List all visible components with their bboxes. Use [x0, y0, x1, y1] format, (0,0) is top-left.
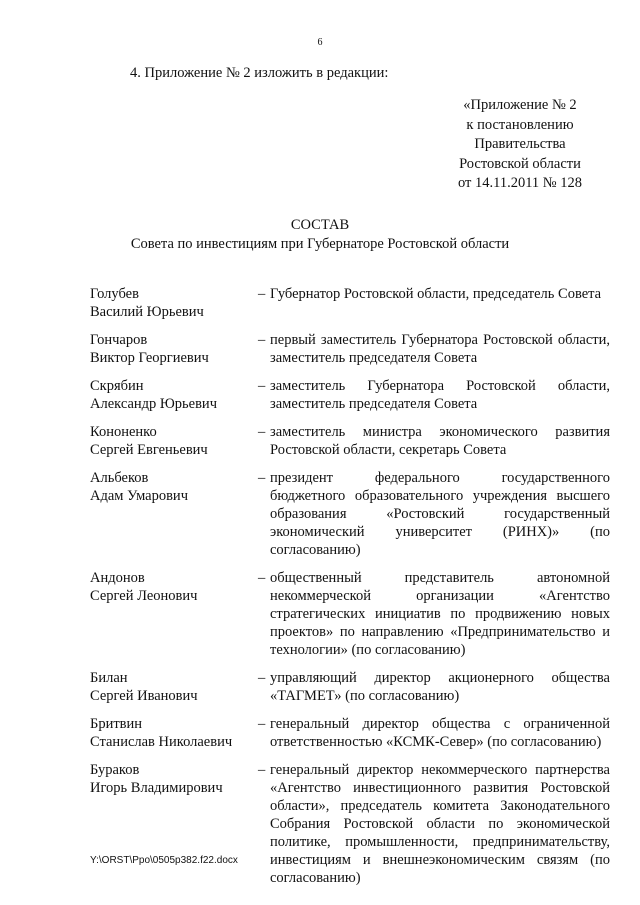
- list-item: [90, 423, 610, 459]
- list-item: [90, 761, 610, 887]
- intro-paragraph: 4. Приложение № 2 изложить в редакции:: [130, 65, 389, 81]
- list-item: [90, 569, 610, 659]
- file-path-footer: Y:\ORST\Ppo\0505p382.f22.docx: [90, 855, 238, 866]
- member-role: общественный представитель автономной некоммерческой организации «Агентство стратегических инициатив по продвижению новых проектов» по направлению «Предпринимательство и технологии» (по согласованию): [270, 570, 610, 658]
- dash-separator: –: [258, 378, 266, 394]
- dash-separator: –: [258, 716, 266, 732]
- member-given-names: Виктор Георгиевич: [90, 350, 209, 366]
- member-surname: Кононенко: [90, 424, 157, 440]
- member-name: [90, 469, 258, 559]
- member-given-names: Василий Юрьевич: [90, 304, 204, 320]
- member-surname: Андонов: [90, 570, 145, 586]
- list-item: [90, 715, 610, 751]
- member-surname: Альбеков: [90, 470, 149, 486]
- member-given-names: Сергей Иванович: [90, 688, 198, 704]
- member-name: [90, 569, 258, 659]
- dash-separator: –: [258, 424, 266, 440]
- member-given-names: Игорь Владимирович: [90, 780, 223, 796]
- dash-separator: –: [258, 762, 266, 778]
- members-list: [90, 285, 610, 897]
- member-surname: Билан: [90, 670, 128, 686]
- member-role: первый заместитель Губернатора Ростовской области, заместитель председателя Совета: [270, 332, 610, 366]
- appendix-header: [458, 96, 582, 194]
- list-item: [90, 285, 610, 321]
- dash-separator: –: [258, 286, 266, 302]
- member-given-names: Станислав Николаевич: [90, 734, 233, 750]
- member-name: [90, 423, 258, 459]
- member-role: Губернатор Ростовской области, председатель Совета: [270, 286, 602, 302]
- list-item: [90, 377, 610, 413]
- appendix-line: к постановлению: [466, 116, 574, 133]
- appendix-line: Ростовской области: [459, 155, 581, 172]
- member-given-names: Сергей Евгеньевич: [90, 442, 208, 458]
- title-subheading: Совета по инвестициям при Губернаторе Ростовской области: [130, 236, 510, 252]
- dash-separator: –: [258, 332, 266, 348]
- dash-separator: –: [258, 570, 266, 586]
- member-surname: Бритвин: [90, 716, 143, 732]
- member-role: генеральный директор некоммерческого партнерства «Агентство инвестиционного развития Ростовской области», председатель комитета Законодательного Собрания Ростовской области по экономической политике, промышленности, предпринимательству, инвестициям и внешнеэкономическим связям (по согласованию): [270, 762, 610, 886]
- member-given-names: Адам Умарович: [90, 488, 188, 504]
- list-item: [90, 669, 610, 705]
- member-role: заместитель Губернатора Ростовской области, заместитель председателя Совета: [270, 378, 610, 412]
- member-role: генеральный директор общества с ограниченной ответственностью «КСМК-Север» (по согласованию): [270, 716, 610, 750]
- member-name: [90, 331, 258, 367]
- member-name: [90, 715, 258, 751]
- member-surname: Голубев: [90, 286, 139, 302]
- member-given-names: Александр Юрьевич: [90, 396, 217, 412]
- title-heading: СОСТАВ: [290, 217, 350, 233]
- appendix-line: «Приложение № 2: [463, 97, 577, 113]
- member-name: [90, 285, 258, 321]
- member-role: управляющий директор акционерного общества «ТАГМЕТ» (по согласованию): [270, 670, 610, 704]
- member-surname: Гончаров: [90, 332, 148, 348]
- member-name: [90, 669, 258, 705]
- page-number: 6: [317, 37, 323, 48]
- member-role: президент федерального государственного бюджетного образовательного учреждения высшего образования «Ростовский государственный экономический университет (РИНХ)» (по согласованию): [270, 470, 610, 558]
- dash-separator: –: [258, 670, 266, 686]
- member-surname: Скрябин: [90, 378, 144, 394]
- dash-separator: –: [258, 470, 266, 486]
- appendix-line: Правительства: [474, 136, 566, 152]
- appendix-line: от 14.11.2011 № 128: [457, 175, 582, 191]
- member-name: [90, 761, 258, 887]
- member-surname: Бураков: [90, 762, 140, 778]
- document-title: [0, 216, 640, 254]
- member-name: [90, 377, 258, 413]
- member-role: заместитель министра экономического развития Ростовской области, секретарь Совета: [270, 424, 610, 458]
- member-given-names: Сергей Леонович: [90, 588, 198, 604]
- list-item: [90, 331, 610, 367]
- list-item: [90, 469, 610, 559]
